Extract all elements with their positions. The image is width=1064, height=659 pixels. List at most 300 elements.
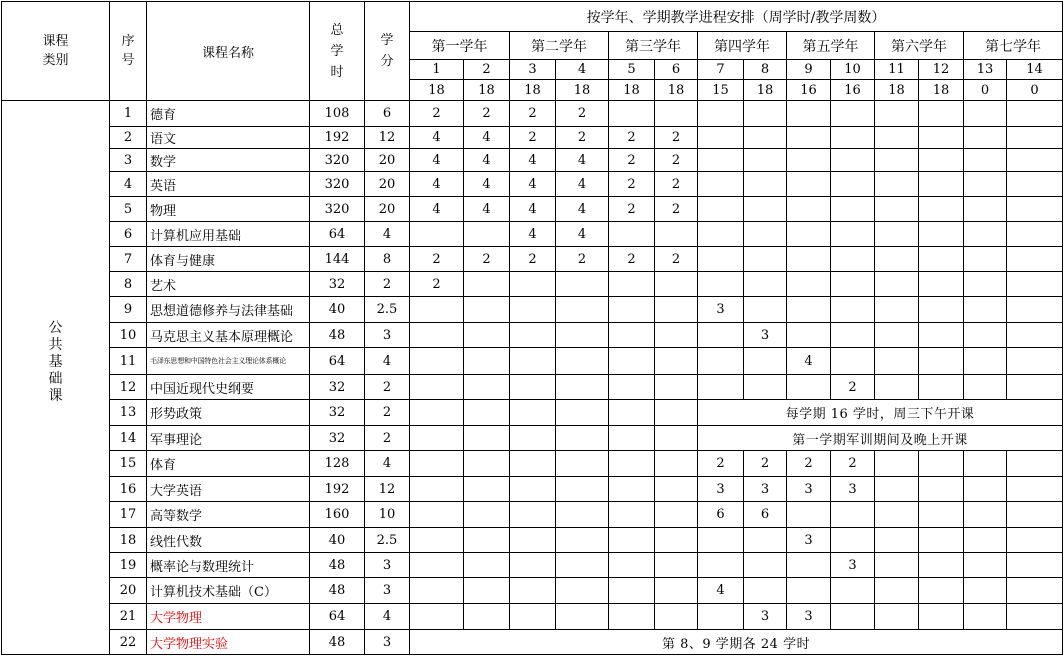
semester-cell: [919, 323, 964, 348]
semester-cell: 2: [464, 247, 510, 272]
year-header: 第六学年: [875, 32, 964, 60]
semester-cell: 3: [787, 477, 831, 502]
seq-cell: 21: [110, 604, 147, 630]
semester-number: 9: [787, 60, 831, 80]
teaching-weeks: 15: [698, 80, 744, 101]
semester-cell: 4: [410, 197, 464, 222]
semester-cell: [787, 101, 831, 127]
semester-cell: [919, 604, 964, 630]
credits-cell: 6: [365, 101, 410, 127]
semester-cell: 4: [510, 172, 556, 197]
semester-cell: 4: [787, 348, 831, 375]
semester-cell: [831, 348, 875, 375]
total-hours-cell: 48: [310, 578, 365, 604]
semester-cell: 2: [655, 247, 698, 272]
total-hours-cell: 160: [310, 502, 365, 528]
semester-number: 2: [464, 60, 510, 80]
credits-cell: 12: [365, 127, 410, 149]
total-hours-cell: 128: [310, 451, 365, 477]
semester-cell: [875, 127, 919, 149]
course-row: [2, 272, 1063, 297]
credits-cell: 4: [365, 604, 410, 630]
semester-cell: [556, 297, 609, 323]
credits-cell: 12: [365, 477, 410, 502]
semester-cell: [609, 222, 655, 247]
semester-cell: [875, 578, 919, 604]
semester-cell: [464, 272, 510, 297]
semester-cell: [410, 426, 464, 451]
semester-cell: [510, 477, 556, 502]
total-hours-cell: 32: [310, 426, 365, 451]
semester-cell: [1007, 172, 1063, 197]
semester-cell: 2: [744, 451, 787, 477]
semester-cell: [410, 553, 464, 578]
semester-cell: [410, 375, 464, 400]
semester-cell: [609, 528, 655, 553]
course-row: [2, 477, 1063, 502]
semester-cell: [698, 127, 744, 149]
semester-cell: [510, 375, 556, 400]
semester-cell: [744, 149, 787, 172]
credits-cell: 8: [365, 247, 410, 272]
course-row: [2, 528, 1063, 553]
semester-cell: [919, 528, 964, 553]
credits-cell: 4: [365, 348, 410, 375]
semester-cell: 3: [744, 604, 787, 630]
semester-cell: [464, 400, 510, 426]
semester-cell: [698, 101, 744, 127]
semester-cell: 3: [787, 528, 831, 553]
semester-cell: 3: [831, 553, 875, 578]
semester-cell: [744, 172, 787, 197]
semester-cell: [464, 528, 510, 553]
semester-cell: [655, 528, 698, 553]
credits-cell: 2: [365, 375, 410, 400]
seq-cell: 17: [110, 502, 147, 528]
semester-cell: [787, 297, 831, 323]
semester-cell: [698, 247, 744, 272]
teaching-weeks: 18: [609, 80, 655, 101]
semester-cell: [556, 553, 609, 578]
semester-cell: [655, 222, 698, 247]
semester-cell: [609, 101, 655, 127]
semester-cell: [556, 477, 609, 502]
credits-cell: 4: [365, 451, 410, 477]
semester-cell: [831, 222, 875, 247]
semester-cell: [787, 197, 831, 222]
course-row: [2, 578, 1063, 604]
semester-cell: 4: [556, 149, 609, 172]
semester-cell: [919, 375, 964, 400]
semester-cell: [919, 101, 964, 127]
semester-cell: [698, 604, 744, 630]
teaching-weeks: 18: [919, 80, 964, 101]
total-hours-cell: 48: [310, 323, 365, 348]
seq-cell: 5: [110, 197, 147, 222]
semester-cell: [698, 172, 744, 197]
semester-cell: [410, 451, 464, 477]
semester-cell: [744, 272, 787, 297]
seq-cell: 7: [110, 247, 147, 272]
category-cell: 公 共 基 础 课: [2, 101, 110, 655]
semester-cell: [464, 323, 510, 348]
semester-cell: [875, 502, 919, 528]
semester-cell: [609, 297, 655, 323]
seq-cell: 13: [110, 400, 147, 426]
semester-number: 11: [875, 60, 919, 80]
semester-cell: [787, 149, 831, 172]
semester-cell: [831, 604, 875, 630]
semester-number: 6: [655, 60, 698, 80]
course-name-cell: 语文: [147, 127, 310, 149]
semester-cell: [510, 272, 556, 297]
semester-cell: [556, 426, 609, 451]
credits-cell: 4: [365, 222, 410, 247]
course-row: [2, 426, 1063, 451]
semester-cell: [410, 297, 464, 323]
semester-cell: 2: [464, 101, 510, 127]
semester-cell: [744, 375, 787, 400]
semester-cell: [556, 272, 609, 297]
semester-cell: 2: [556, 247, 609, 272]
course-row: [2, 149, 1063, 172]
semester-cell: [964, 477, 1007, 502]
semester-cell: [831, 272, 875, 297]
semester-cell: 2: [609, 149, 655, 172]
seq-cell: 8: [110, 272, 147, 297]
teaching-weeks: 0: [1007, 80, 1063, 101]
course-name-cell: 形势政策: [147, 400, 310, 426]
semester-cell: [831, 127, 875, 149]
seq-cell: 2: [110, 127, 147, 149]
semester-cell: [609, 604, 655, 630]
semester-cell: [875, 197, 919, 222]
semester-cell: 2: [655, 127, 698, 149]
semester-cell: 4: [410, 127, 464, 149]
course-name-cell: 马克思主义基本原理概论: [147, 323, 310, 348]
semester-cell: [919, 222, 964, 247]
semester-cell: [655, 451, 698, 477]
year-header: 第一学年: [410, 32, 510, 60]
semester-cell: [464, 578, 510, 604]
course-name-cell: 高等数学: [147, 502, 310, 528]
semester-cell: [1007, 197, 1063, 222]
semester-cell: [464, 451, 510, 477]
course-row: [2, 375, 1063, 400]
semester-cell: 4: [464, 172, 510, 197]
course-row: [2, 400, 1063, 426]
semester-number: 10: [831, 60, 875, 80]
semester-cell: [655, 272, 698, 297]
semester-cell: [964, 502, 1007, 528]
course-name-cell: 大学英语: [147, 477, 310, 502]
semester-cell: [875, 451, 919, 477]
semester-cell: [655, 400, 698, 426]
course-row: [2, 197, 1063, 222]
semester-cell: [655, 348, 698, 375]
semester-cell: 4: [410, 172, 464, 197]
semester-cell: [464, 553, 510, 578]
semester-cell: [964, 451, 1007, 477]
semester-cell: [609, 451, 655, 477]
semester-cell: [510, 528, 556, 553]
semester-cell: [964, 127, 1007, 149]
course-name-cell: 军事理论: [147, 426, 310, 451]
semester-cell: 4: [556, 172, 609, 197]
semester-cell: 2: [410, 247, 464, 272]
semester-cell: [655, 101, 698, 127]
semester-cell: [875, 247, 919, 272]
course-name-column-header: 课程名称: [147, 2, 310, 101]
semester-cell: [831, 528, 875, 553]
course-row: [2, 127, 1063, 149]
credits-cell: 2: [365, 426, 410, 451]
semester-cell: [787, 247, 831, 272]
semester-cell: [964, 375, 1007, 400]
semester-cell: [831, 578, 875, 604]
credits-cell: 20: [365, 172, 410, 197]
semester-cell: [875, 101, 919, 127]
semester-cell: 4: [510, 149, 556, 172]
semester-cell: [1007, 451, 1063, 477]
course-name-cell: 概率论与数理统计: [147, 553, 310, 578]
semester-cell: [787, 502, 831, 528]
year-header: 第三学年: [609, 32, 698, 60]
year-header: 第七学年: [964, 32, 1063, 60]
semester-cell: [556, 578, 609, 604]
semester-cell: 3: [787, 604, 831, 630]
semester-cell: [655, 604, 698, 630]
semester-cell: [464, 477, 510, 502]
semester-cell: [410, 604, 464, 630]
semester-cell: [410, 528, 464, 553]
semester-cell: [964, 297, 1007, 323]
semester-cell: [410, 400, 464, 426]
schedule-note: 第一学期军训期间及晚上开课: [698, 426, 1063, 451]
semester-cell: [1007, 553, 1063, 578]
semester-cell: [744, 348, 787, 375]
total-hours-cell: 64: [310, 348, 365, 375]
semester-cell: [875, 477, 919, 502]
semester-cell: 4: [464, 127, 510, 149]
semester-cell: [875, 149, 919, 172]
course-name-cell: 计算机技术基础（C）: [147, 578, 310, 604]
total-hours-cell: 64: [310, 222, 365, 247]
semester-cell: [919, 247, 964, 272]
semester-cell: [510, 604, 556, 630]
course-row: [2, 553, 1063, 578]
semester-cell: [831, 297, 875, 323]
semester-cell: [609, 400, 655, 426]
semester-cell: [919, 149, 964, 172]
semester-cell: [831, 149, 875, 172]
course-name-cell: 大学物理实验: [147, 630, 310, 655]
semester-cell: [698, 375, 744, 400]
teaching-weeks: 18: [875, 80, 919, 101]
total-hours-cell: 32: [310, 272, 365, 297]
semester-cell: [510, 553, 556, 578]
semester-cell: [787, 127, 831, 149]
semester-cell: [464, 222, 510, 247]
semester-cell: [410, 323, 464, 348]
seq-cell: 22: [110, 630, 147, 655]
course-name-cell: 艺术: [147, 272, 310, 297]
semester-cell: [655, 323, 698, 348]
semester-cell: [410, 502, 464, 528]
semester-cell: [964, 604, 1007, 630]
semester-cell: [919, 172, 964, 197]
semester-cell: [510, 426, 556, 451]
semester-cell: [744, 101, 787, 127]
semester-cell: [609, 348, 655, 375]
semester-cell: [556, 348, 609, 375]
semester-cell: [609, 477, 655, 502]
semester-cell: 2: [609, 172, 655, 197]
semester-cell: [655, 375, 698, 400]
semester-cell: [609, 272, 655, 297]
semester-cell: [698, 323, 744, 348]
semester-number: 14: [1007, 60, 1063, 80]
semester-cell: [556, 502, 609, 528]
credits-cell: 3: [365, 323, 410, 348]
semester-cell: 2: [831, 375, 875, 400]
semester-cell: 4: [510, 197, 556, 222]
semester-cell: [410, 348, 464, 375]
semester-cell: 2: [609, 247, 655, 272]
semester-cell: [1007, 578, 1063, 604]
semester-cell: [556, 604, 609, 630]
semester-cell: [510, 451, 556, 477]
semester-cell: [787, 323, 831, 348]
semester-cell: [410, 222, 464, 247]
semester-cell: 2: [609, 127, 655, 149]
semester-cell: [655, 502, 698, 528]
semester-cell: 2: [831, 451, 875, 477]
credits-cell: 20: [365, 197, 410, 222]
course-name-cell: 大学物理: [147, 604, 310, 630]
total-hours-cell: 48: [310, 630, 365, 655]
semester-cell: [919, 578, 964, 604]
semester-cell: [964, 553, 1007, 578]
semester-cell: [964, 101, 1007, 127]
semester-cell: [1007, 604, 1063, 630]
course-row: [2, 222, 1063, 247]
semester-cell: [464, 297, 510, 323]
semester-cell: [787, 578, 831, 604]
course-row: [2, 101, 1063, 127]
seq-cell: 16: [110, 477, 147, 502]
semester-cell: [1007, 222, 1063, 247]
semester-cell: [464, 348, 510, 375]
semester-cell: [609, 502, 655, 528]
semester-number: 7: [698, 60, 744, 80]
semester-cell: [1007, 247, 1063, 272]
course-row: [2, 630, 1063, 655]
semester-number: 12: [919, 60, 964, 80]
semester-cell: [464, 604, 510, 630]
semester-cell: [464, 375, 510, 400]
semester-cell: [609, 553, 655, 578]
semester-cell: 4: [556, 197, 609, 222]
teaching-weeks: 0: [964, 80, 1007, 101]
semester-cell: [919, 297, 964, 323]
semester-cell: [698, 528, 744, 553]
teaching-weeks: 18: [655, 80, 698, 101]
semester-cell: 6: [744, 502, 787, 528]
seq-cell: 12: [110, 375, 147, 400]
course-row: [2, 247, 1063, 272]
semester-cell: [831, 323, 875, 348]
course-row: [2, 451, 1063, 477]
semester-cell: 6: [698, 502, 744, 528]
credits-cell: 3: [365, 553, 410, 578]
seq-cell: 15: [110, 451, 147, 477]
semester-cell: 4: [556, 222, 609, 247]
semester-cell: [1007, 127, 1063, 149]
semester-cell: [609, 375, 655, 400]
total-hours-cell: 192: [310, 477, 365, 502]
year-header: 第二学年: [510, 32, 609, 60]
semester-cell: 3: [831, 477, 875, 502]
semester-cell: 2: [655, 149, 698, 172]
teaching-weeks: 16: [787, 80, 831, 101]
semester-cell: [875, 375, 919, 400]
teaching-weeks: 18: [744, 80, 787, 101]
credits-cell: 20: [365, 149, 410, 172]
semester-cell: [787, 222, 831, 247]
credits-cell: 2.5: [365, 528, 410, 553]
teaching-weeks: 18: [556, 80, 609, 101]
total-hours-cell: 144: [310, 247, 365, 272]
semester-cell: 3: [744, 323, 787, 348]
seq-cell: 19: [110, 553, 147, 578]
semester-cell: [787, 272, 831, 297]
semester-cell: [609, 426, 655, 451]
semester-cell: 4: [464, 149, 510, 172]
course-name-cell: 德育: [147, 101, 310, 127]
semester-cell: [655, 553, 698, 578]
semester-cell: [964, 222, 1007, 247]
semester-cell: 2: [510, 247, 556, 272]
semester-cell: [510, 348, 556, 375]
year-header: 第四学年: [698, 32, 787, 60]
semester-cell: [964, 197, 1007, 222]
credits-cell: 2.5: [365, 297, 410, 323]
semester-cell: [698, 272, 744, 297]
semester-cell: [1007, 101, 1063, 127]
semester-cell: [1007, 149, 1063, 172]
semester-cell: 2: [510, 127, 556, 149]
semester-cell: [744, 197, 787, 222]
semester-cell: [410, 477, 464, 502]
semester-cell: [556, 400, 609, 426]
semester-cell: 2: [609, 197, 655, 222]
semester-cell: 2: [787, 451, 831, 477]
semester-cell: [655, 578, 698, 604]
semester-cell: [919, 197, 964, 222]
semester-cell: [744, 222, 787, 247]
seq-cell: 6: [110, 222, 147, 247]
semester-cell: [964, 149, 1007, 172]
teaching-weeks: 18: [464, 80, 510, 101]
course-row: [2, 348, 1063, 375]
semester-cell: [655, 297, 698, 323]
seq-cell: 4: [110, 172, 147, 197]
total-hours-cell: 32: [310, 375, 365, 400]
total-hours-cell: 320: [310, 149, 365, 172]
semester-cell: [464, 502, 510, 528]
semester-cell: [556, 451, 609, 477]
